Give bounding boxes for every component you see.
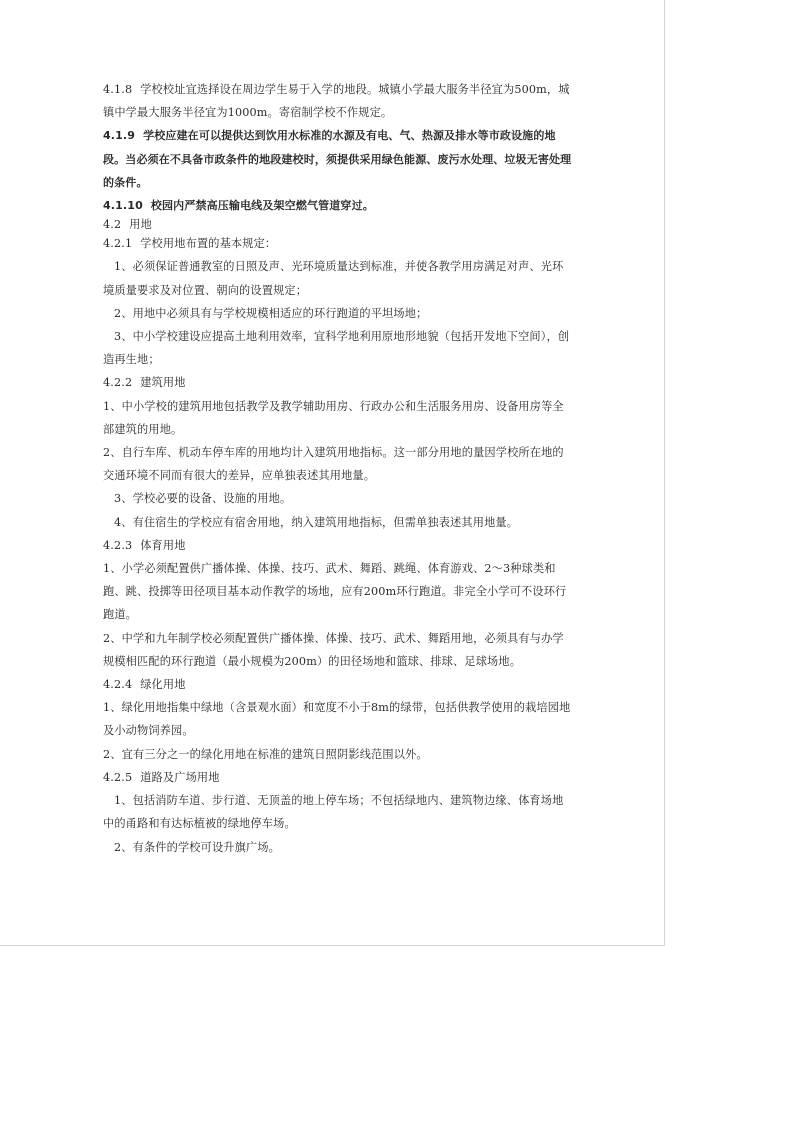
clause-4-1-8 [103,78,573,124]
clause-number: 4.2.1 [103,237,133,251]
list-item: 1、包括消防车道、步行道、无顶盖的地上停车场；不包括绿地内、建筑物边缘、体育场地中的甬路和有达标植被的绿地停车场。 [103,794,564,831]
clause-number: 4.1.8 [103,83,133,96]
section-title: 用地 [129,218,152,232]
clause-number: 4.1.9 [103,129,136,143]
list-item: 4、有住宿生的学校应有宿舍用地，纳入建筑用地指标，但需单独表述其用地量。 [114,515,519,529]
list-item: 1、必须保证普通教室的日照及声、光环境质量达到标准，并使各教学用房满足对声、光环境质量要求及对位置、朝向的设置规定； [103,260,564,297]
section-number: 4.2 [103,218,122,232]
list-item: 2、中学和九年制学校必须配置供广播体操、体操、技巧、武术、舞蹈用地，必须具有与办学规模相匹配的环行跑道（最小规模为200m）的田径场地和篮球、排球、足球场地。 [103,631,564,668]
section-4-2-heading [103,216,573,233]
list-item: 1、绿化用地指集中绿地（含景观水面）和宽度不小于8m的绿带，包括供教学使用的栽培园地及小动物饲养园。 [103,701,571,738]
list-item: 3、中小学校建设应提高土地利用效率，宜科学地利用原地形地貌（包括开发地下空间），创造再生地； [103,330,570,367]
clause-text: 体育用地 [140,538,186,552]
clause-number: 4.2.3 [103,538,133,552]
clause-4-2-3 [103,534,573,557]
clause-number: 4.2.5 [103,770,133,784]
clause-text: 校园内严禁高压输电线及架空燃气管道穿过。 [150,199,374,213]
clause-4-2-2 [103,371,573,394]
clause-text: 道路及广场用地 [140,770,220,784]
document-body [103,78,573,859]
list-item: 1、中小学校的建筑用地包括教学及教学辅助用房、行政办公和生活服务用房、设备用房等全部建筑的用地。 [103,399,564,436]
clause-text: 建筑用地 [140,376,186,390]
list-item: 2、自行车库、机动车停车库的用地均计入建筑用地指标。这一部分用地的量因学校所在地的交通环境不同而有很大的差异，应单独表述其用地量。 [103,446,564,483]
clause-4-1-9 [103,124,573,194]
list-item: 2、宜有三分之一的绿化用地在标准的建筑日照阴影线范围以外。 [103,747,428,761]
list-item: 2、有条件的学校可设升旗广场。 [114,840,280,854]
clause-text: 学校应建在可以提供达到饮用水标准的水源及有电、气、热源及排水等市政设施的地段。当必须在不具备市政条件的地段建校时，须提供采用绿色能源、废污水处理、垃圾无害处理的条件。 [103,129,572,189]
list-item: 1、小学必须配置供广播体操、体操、技巧、武术、舞蹈、跳绳、体育游戏、2～3种球类和跑、跳、投掷等田径项目基本动作教学的场地，应有200m环行跑道。非完全小学可不设环行跑道。 [103,562,567,622]
list-item: 3、学校必要的设备、设施的用地。 [114,492,292,506]
clause-text: 绿化用地 [140,678,186,692]
clause-text: 学校校址宜选择设在周边学生易于入学的地段。城镇小学最大服务半径宜为500m，城镇中学最大服务半径宜为1000m。寄宿制学校不作规定。 [103,83,570,120]
clause-number: 4.2.4 [103,678,133,692]
clause-number: 4.1.10 [103,199,143,213]
clause-4-1-10 [103,194,573,217]
clause-number: 4.2.2 [103,376,133,390]
clause-4-2-1 [103,232,573,255]
clause-4-2-4 [103,673,573,696]
list-item: 2、用地中必须具有与学校规模相适应的环行跑道的平坦场地； [114,306,428,320]
clause-text: 学校用地布置的基本规定： [140,237,277,251]
clause-4-2-5 [103,766,573,789]
